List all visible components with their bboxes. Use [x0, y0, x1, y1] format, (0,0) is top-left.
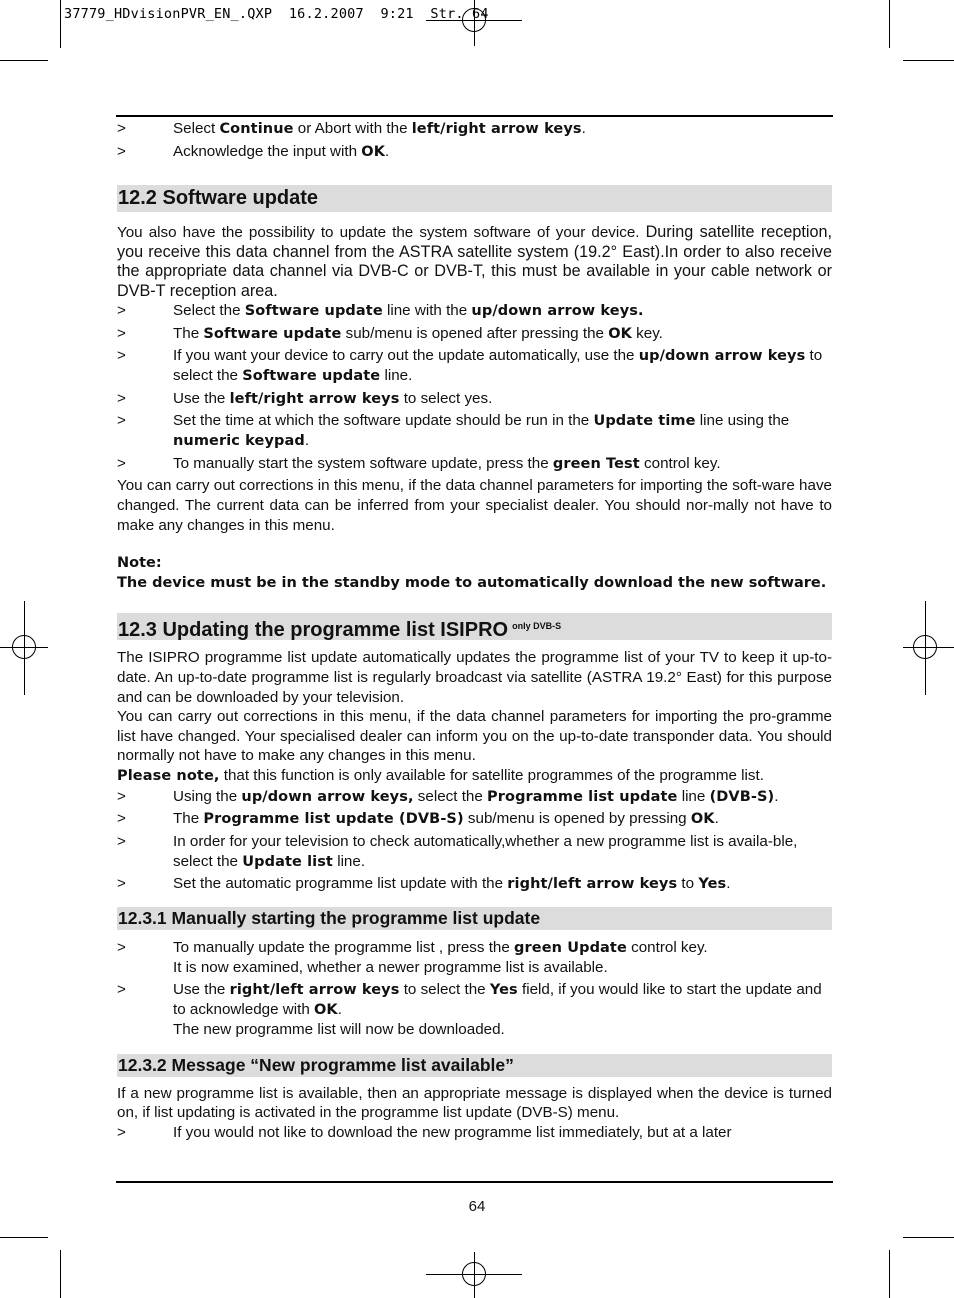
crop-mark-bottom-right-h	[903, 1237, 954, 1238]
text-run: The new programme list will now be downloaded.	[173, 1021, 505, 1038]
text-run: .	[337, 1001, 342, 1018]
page-number: 64	[468, 1198, 486, 1215]
crop-mark-top-left-v	[60, 0, 61, 48]
bold-term: (DVB-S)	[709, 788, 775, 805]
text-run: line.	[332, 852, 366, 870]
text-run: The	[173, 324, 204, 342]
bold-term: left/right arrow keys	[411, 121, 582, 137]
note-text: The device must be in the standby mode to automatically download the new software.	[117, 574, 827, 591]
text-run: .	[385, 142, 390, 160]
text-run: sub/menu is opened after pressing the	[341, 324, 609, 342]
s122-list	[117, 301, 832, 474]
bold-term: OK	[690, 811, 715, 827]
text-run: field, if you would like to start the update and to acknowledge with	[173, 981, 822, 1018]
text-run: .	[714, 810, 719, 827]
bold-term: Programme list update (DVB-S)	[203, 811, 464, 827]
bullet-marker: >	[117, 810, 126, 827]
text-run: line with the	[382, 302, 472, 320]
text-run: Select the	[173, 302, 245, 320]
list-item-text	[173, 787, 832, 807]
text-run: control key.	[626, 938, 708, 956]
list-item-text	[173, 832, 832, 872]
list-item	[117, 301, 832, 321]
bullet-marker: >	[117, 142, 126, 160]
bold-term: green Test	[552, 455, 640, 472]
list-item-text	[173, 119, 832, 139]
bold-term: Software update	[203, 325, 342, 342]
list-item-text	[173, 874, 832, 894]
list-item-text	[173, 346, 832, 386]
text-run: line	[677, 787, 710, 805]
list-item-text	[173, 980, 832, 1040]
text-run: Set the automatic programme list update with the	[173, 875, 508, 892]
list-item-text	[173, 1123, 832, 1143]
text-run: In order for your television to check automatically,whether a new programme list is availa-ble, select the	[173, 832, 798, 870]
note-label: Note:	[117, 555, 162, 572]
bold-term: Programme list update	[487, 788, 678, 805]
text-run: .	[774, 787, 779, 805]
s123-list	[117, 787, 832, 895]
s122-paragraph-2: You can carry out corrections in this menu, if the data channel parameters for importing the soft-ware have changed. The current data can be inferred from your specialist dealer. You should nor-mally not have to make any changes in this menu.	[117, 477, 832, 534]
crop-mark-top-left-h	[0, 60, 48, 61]
text-run: It is now examined, whether a newer programme list is available.	[173, 958, 608, 976]
list-item	[117, 389, 832, 409]
list-item-text	[173, 809, 832, 829]
text-run: .	[304, 432, 310, 450]
bold-term: Yes	[489, 982, 518, 998]
bullet-marker: >	[117, 832, 126, 850]
list-item-text	[173, 324, 832, 344]
bold-term: up/down arrow keys,	[241, 788, 414, 805]
bold-term: Update time	[593, 413, 696, 430]
bullet-marker: >	[117, 347, 126, 365]
bullet-marker: >	[117, 302, 126, 320]
text-run: Acknowledge the input with	[173, 142, 362, 160]
list-item	[117, 832, 832, 872]
top-rule	[116, 115, 833, 117]
list-item-text	[173, 389, 832, 409]
list-item	[117, 938, 832, 978]
s123-paragraph-1: The ISIPRO programme list update automatically updates the programme list of your TV to keep it up-to-date. An up-to-date programme list is regularly broadcast via satellite (ASTRA 19.2° East) for this purpose and can be downloaded by your television.	[117, 649, 832, 706]
bold-term: Update list	[242, 853, 333, 870]
bold-term: numeric keypad	[173, 433, 305, 450]
list-item	[117, 1123, 832, 1143]
bullet-marker: >	[117, 1123, 126, 1141]
list-item	[117, 787, 832, 807]
text-run: Use the	[173, 981, 230, 998]
text-run: to	[677, 875, 699, 892]
list-item-text	[173, 938, 832, 978]
bold-term: right/left arrow keys	[229, 982, 400, 998]
s123-please-note: Please note, that this function is only available for satellite programmes of the programme list.	[117, 766, 764, 784]
text-run: .	[726, 875, 731, 892]
section-heading-12-3-2: 12.3.2 Message “New programme list available”	[117, 1054, 832, 1077]
section-heading-12-3: 12.3 Updating the programme list ISIPRO $^{only DVB-S}$	[117, 613, 832, 640]
text-run: If you want your device to carry out the update automatically, use the	[173, 347, 639, 365]
list-item	[117, 142, 832, 162]
s123-paragraph-2: You can carry out corrections in this menu, if the data channel parameters for importing the pro-gramme list have changed. Your specialised dealer can inform you on the up-to-date transponder data. You should normally not have to make any changes in this menu.	[117, 708, 832, 765]
text-run: Select	[173, 120, 220, 137]
text-run: Set the time at which the software update should be run in the	[173, 412, 594, 430]
bottom-rule	[116, 1181, 833, 1183]
bold-term: green Update	[514, 939, 627, 956]
text-run: select the	[413, 787, 488, 805]
text-run: The	[173, 810, 204, 827]
crop-mark-top-right-v	[889, 0, 890, 48]
dvb-s-superscript: only DVB-S	[512, 621, 562, 632]
text-run: To manually update the programme list , press the	[173, 938, 515, 956]
section-heading-12-3-1: 12.3.1 Manually starting the programme list update	[117, 907, 832, 930]
s1231-list	[117, 938, 832, 1041]
bullet-marker: >	[117, 787, 126, 805]
list-item-text	[173, 301, 832, 321]
section-heading-12-2: 12.2 Software update	[117, 185, 832, 212]
list-item	[117, 346, 832, 386]
text-run: control key.	[639, 454, 721, 472]
bold-term: Yes	[698, 876, 727, 892]
list-item	[117, 411, 832, 451]
text-run: .	[581, 120, 586, 137]
bold-term: OK	[361, 143, 386, 160]
list-item-text	[173, 411, 832, 451]
bold-term: up/down arrow keys	[638, 348, 806, 365]
s1232-list	[117, 1123, 832, 1143]
crop-mark-bottom-left-h	[0, 1237, 48, 1238]
list-item	[117, 119, 832, 139]
text-run: If you would not like to download the new programme list immediately, but at a later	[173, 1123, 732, 1141]
page-content	[117, 119, 832, 1145]
text-run: sub/menu is opened by pressing	[463, 810, 691, 827]
list-item-text	[173, 142, 832, 162]
bullet-marker: >	[117, 981, 126, 998]
text-run: Use the	[173, 389, 230, 407]
list-item-text	[173, 454, 832, 474]
text-run: Using the	[173, 787, 242, 805]
text-run: to select the	[173, 347, 823, 385]
bullet-marker: >	[117, 389, 126, 407]
list-item	[117, 454, 832, 474]
list-item	[117, 980, 832, 1040]
crop-mark-top-right-h	[903, 60, 954, 61]
crop-mark-bottom-right-v	[889, 1250, 890, 1298]
text-run: line.	[380, 367, 413, 385]
s122-paragraph: You also have the possibility to update the system software of your device. During satellite reception, you receive this data channel from the ASTRA satellite system (19.2° East).In order to also receive the appropriate data channel via DVB-C or DVB-T, this must be available in your cable network or DVB-T reception area.	[117, 223, 832, 300]
text-run: line using the	[695, 412, 790, 430]
list-item	[117, 324, 832, 344]
intro-list	[117, 119, 832, 162]
text-run: key.	[631, 324, 663, 342]
list-item	[117, 874, 832, 894]
bullet-marker: >	[117, 938, 126, 956]
bold-term: OK	[314, 1002, 338, 1018]
bold-term: up/down arrow keys.	[471, 303, 644, 320]
crop-mark-bottom-left-v	[60, 1250, 61, 1298]
bold-term: Continue	[219, 121, 294, 137]
bold-term: OK	[608, 325, 632, 342]
bullet-marker: >	[117, 875, 126, 892]
text-run: To manually start the system software update, press the	[173, 454, 553, 472]
text-run: to select the	[399, 981, 490, 998]
bullet-marker: >	[117, 454, 126, 472]
print-slug: 37779_HDvisionPVR_EN_.QXP 16.2.2007 9:21 Str. 64	[64, 6, 489, 22]
bold-term: right/left arrow keys	[507, 876, 678, 892]
bold-term: Software update	[242, 368, 381, 385]
bold-term: Software update	[244, 303, 383, 320]
bullet-marker: >	[117, 120, 126, 137]
bold-term: left/right arrow keys	[229, 390, 400, 407]
s1232-paragraph: If a new programme list is available, then an appropriate message is displayed when the device is turned on, if list updating is activated in the programme list update (DVB-S) menu.	[117, 1084, 832, 1122]
text-run: or Abort with the	[293, 120, 412, 137]
bullet-marker: >	[117, 324, 126, 342]
text-run: to select yes.	[399, 389, 493, 407]
bullet-marker: >	[117, 412, 126, 430]
list-item	[117, 809, 832, 829]
